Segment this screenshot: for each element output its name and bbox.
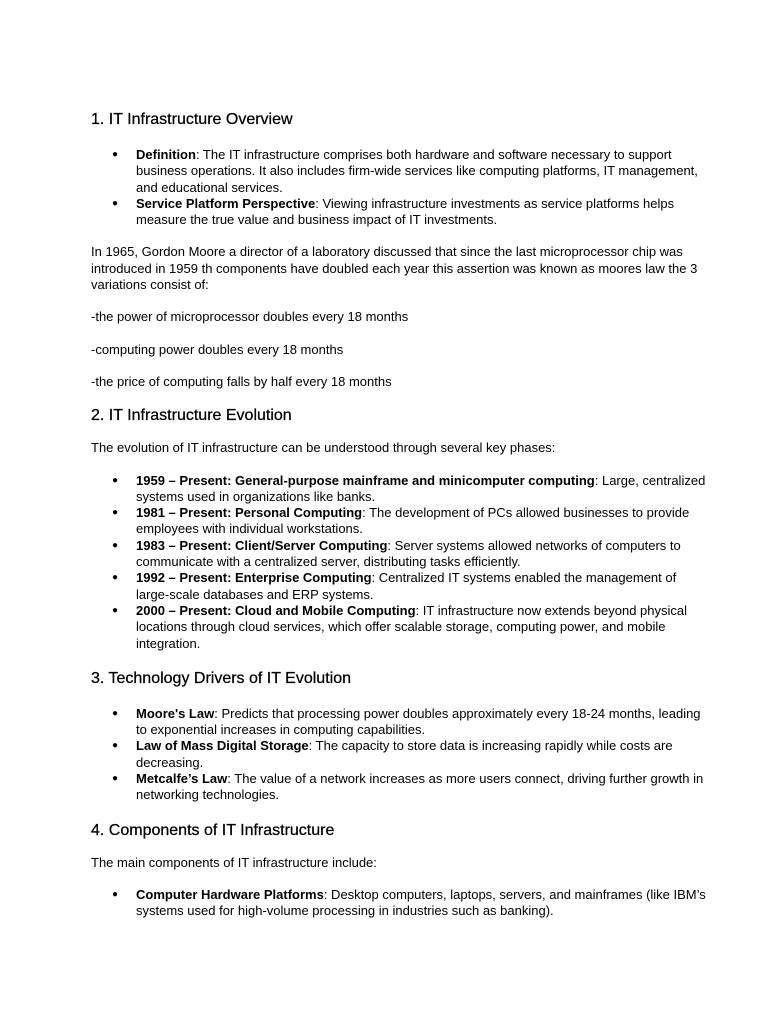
item-text: : The capacity to store data is increasing rapidly while costs are decreasing. [136,738,673,770]
bullet-icon: ● [112,888,119,900]
list-item [91,603,708,652]
section-heading: 1. IT Infrastructure Overview [91,111,293,128]
list-item [91,570,708,603]
bullet-icon: ● [112,707,119,719]
bullet-list [91,706,708,804]
list-item [91,196,708,229]
bullet-icon: ● [112,149,119,160]
paragraph: -the price of computing falls by half every 18 months [91,373,392,389]
item-term: Moore's Law [136,705,215,721]
section-heading: 3. Technology Drivers of IT Evolution [91,669,351,687]
bullet-list [91,887,708,920]
section-heading: 2. IT Infrastructure Evolution [91,407,292,425]
item-text: : The IT infrastructure comprises both hardware and software necessary to support business operations. It also includes firm-wide services like computing platforms, IT management, and educational services. [136,147,698,195]
item-term: Definition [136,147,196,162]
list-item [91,771,708,804]
bullet-list [91,147,708,228]
item-text: : Predicts that processing power doubles approximately every 18-24 months, leading to exponential increases in computing capabilities. [136,705,701,738]
item-text: : The value of a network increases as more users connect, driving further growth in networking technologies. [136,771,704,803]
bullet-icon: ● [112,507,119,519]
item-text: : Desktop computers, laptops, servers, and mainframes (like IBM’s systems used for high-volume processing in industries such as banking). [136,886,706,919]
item-term: 1981 – Present: Personal Computing [136,505,363,521]
paragraph: -the power of microprocessor doubles every 18 months [91,309,409,325]
bullet-icon: ● [112,572,119,584]
list-item [91,706,708,739]
item-text: : IT infrastructure now extends beyond physical locations through cloud services, which offer scalable storage, computing power, and mobile integration. [136,602,688,651]
item-term: Metcalfe’s Law [136,771,228,787]
section-heading: 4. Components of IT Infrastructure [91,821,335,839]
item-term: Computer Hardware Platforms [136,886,324,902]
bullet-icon: ● [112,197,119,209]
item-text: : The development of PCs allowed businesses to provide employees with individual workstations. [136,505,690,537]
bullet-icon: ● [112,539,119,551]
item-term: Law of Mass Digital Storage [136,738,309,754]
section-intro: The evolution of IT infrastructure can be understood through several key phases: [91,440,556,456]
item-term: Service Platform Perspective [136,195,316,211]
bullet-list [91,473,708,652]
item-text: : Large, centralized systems used in organizations like banks. [136,472,706,504]
bullet-icon: ● [112,474,119,486]
paragraph: In 1965, Gordon Moore a director of a laboratory discussed that since the last microprocessor chip was introduced in 1959 th components have doubled each year this assertion was known as moores law the 3 variations consist of: [91,244,698,293]
list-item [91,473,708,506]
item-term: 2000 – Present: Cloud and Mobile Computing [136,602,416,618]
item-term: 1983 – Present: Client/Server Computing [136,537,388,553]
section-intro: The main components of IT infrastructure include: [91,854,377,870]
list-item [91,887,708,920]
item-term: 1959 – Present: General-purpose mainframe and minicomputer computing [136,472,595,488]
list-item [91,738,708,771]
list-item [91,505,708,538]
item-text: : Centralized IT systems enabled the management of large-scale databases and ERP systems. [136,570,677,602]
item-term: 1992 – Present: Enterprise Computing [136,570,372,586]
list-item [91,538,708,571]
item-text: : Viewing infrastructure investments as service platforms helps measure the true value and business impact of IT investments. [136,195,675,228]
item-text: : Server systems allowed networks of computers to communicate with a centralized server, distributing tasks efficiently. [136,537,681,570]
list-item [91,147,708,196]
bullet-icon: ● [112,773,119,785]
paragraph: -computing power doubles every 18 months [91,341,344,357]
bullet-icon: ● [112,604,119,616]
bullet-icon: ● [112,740,119,752]
